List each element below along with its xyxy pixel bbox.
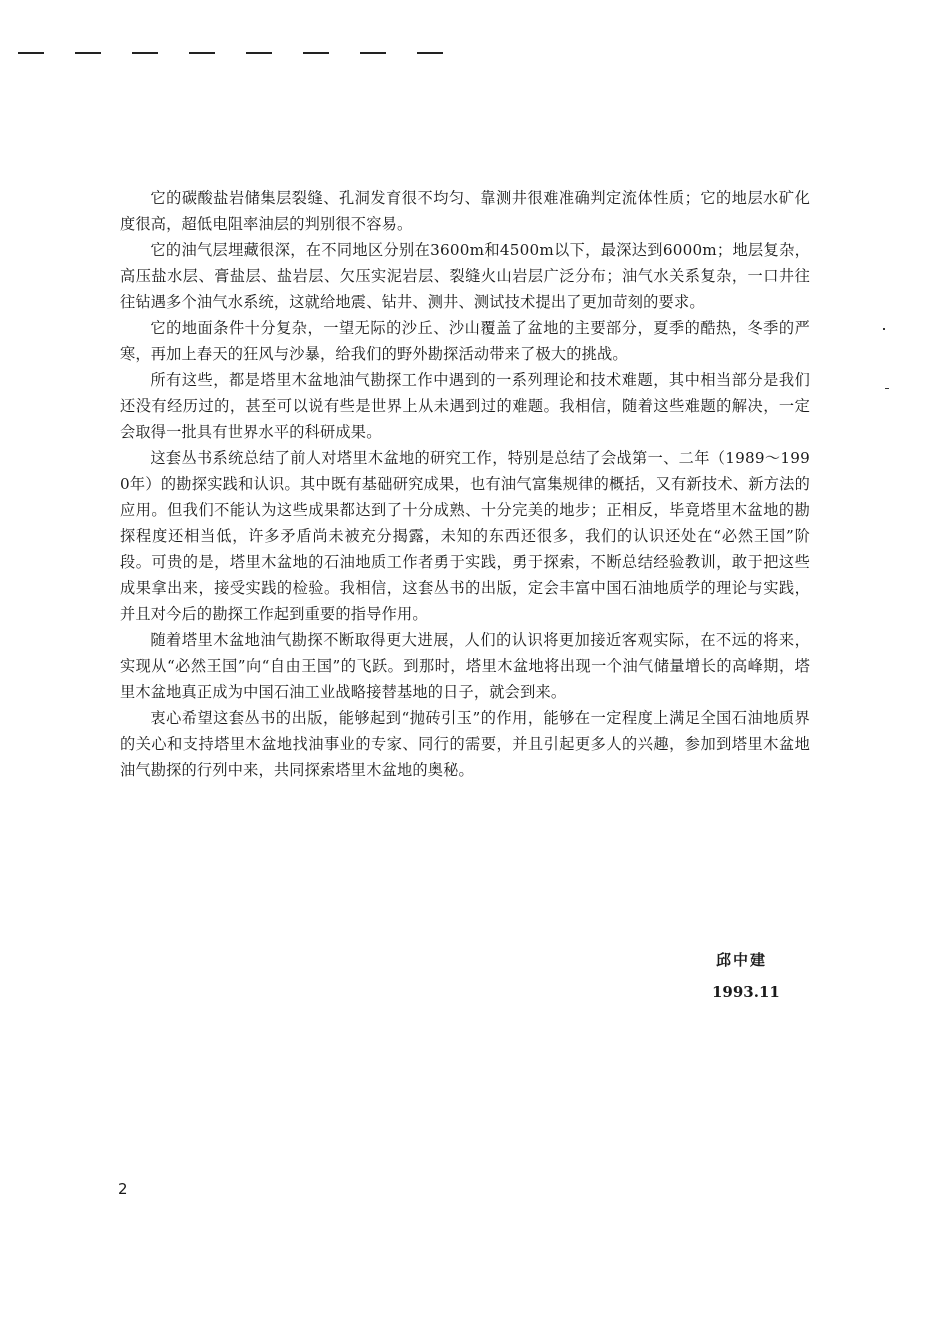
header-rule-dash — [189, 52, 215, 54]
page-number: 2 — [118, 1180, 128, 1198]
paragraph: 衷心希望这套丛书的出版，能够起到“抛砖引玉”的作用，能够在一定程度上满足全国石油地质界的关心和支持塔里木盆地找油事业的专家、同行的需要，并且引起更多人的兴趣，参加到塔里木盆地油气勘探的行列中来，共同探索塔里木盆地的奥秘。 — [120, 709, 810, 779]
signature-block — [712, 947, 780, 1005]
header-rule — [18, 52, 474, 54]
body-text — [120, 185, 810, 783]
paragraph: 这套丛书系统总结了前人对塔里木盆地的研究工作，特别是总结了会战第一、二年（1989～1990年）的勘探实践和认识。其中既有基础研究成果，也有油气富集规律的概括，又有新技术、新方法的应用。但我们不能认为这些成果都达到了十分成熟、十分完美的地步；正相反，毕竟塔里木盆地的勘探程度还相当低，许多矛盾尚未被充分揭露，未知的东西还很多，我们的认识还处在“必然王国”阶段。可贵的是，塔里木盆地的石油地质工作者勇于实践，勇于探索，不断总结经验教训，敢于把这些成果拿出来，接受实践的检验。我相信，这套丛书的出版，定会丰富中国石油地质学的理论与实践，并且对今后的勘探工作起到重要的指导作用。 — [120, 449, 810, 623]
author-name: 邱中建 — [716, 951, 768, 969]
header-rule-dash — [18, 52, 44, 54]
header-rule-dash — [303, 52, 329, 54]
paragraph: 它的碳酸盐岩储集层裂缝、孔洞发育很不均匀、靠测井很难准确判定流体性质；它的地层水矿化度很高，超低电阻率油层的判别很不容易。 — [120, 189, 810, 233]
paragraph: 所有这些，都是塔里木盆地油气勘探工作中遇到的一系列理论和技术难题，其中相当部分是我们还没有经历过的，甚至可以说有些是世界上从未遇到过的难题。我相信，随着这些难题的解决，一定会取得一批具有世界水平的科研成果。 — [120, 371, 810, 441]
scan-speck — [885, 388, 889, 389]
paragraph: 随着塔里木盆地油气勘探不断取得更大进展，人们的认识将更加接近客观实际，在不远的将来，实现从“必然王国”向“自由王国”的飞跃。到那时，塔里木盆地将出现一个油气储量增长的高峰期，塔里木盆地真正成为中国石油工业战略接替基地的日子，就会到来。 — [120, 631, 810, 701]
header-rule-dash — [75, 52, 101, 54]
scan-speck — [883, 328, 885, 330]
header-rule-dash — [246, 52, 272, 54]
paragraph: 它的地面条件十分复杂，一望无际的沙丘、沙山覆盖了盆地的主要部分，夏季的酷热，冬季的严寒，再加上春天的狂风与沙暴，给我们的野外勘探活动带来了极大的挑战。 — [120, 319, 810, 363]
header-rule-dash — [360, 52, 386, 54]
header-rule-dash — [132, 52, 158, 54]
header-rule-dash — [417, 52, 443, 54]
signature-date: 1993.11 — [712, 983, 780, 1001]
paragraph: 它的油气层埋藏很深，在不同地区分别在3600m和4500m以下，最深达到6000m；地层复杂，高压盐水层、膏盐层、盐岩层、欠压实泥岩层、裂缝火山岩层广泛分布；油气水关系复杂，一口井往往钻遇多个油气水系统，这就给地震、钻井、测井、测试技术提出了更加苛刻的要求。 — [120, 241, 810, 311]
